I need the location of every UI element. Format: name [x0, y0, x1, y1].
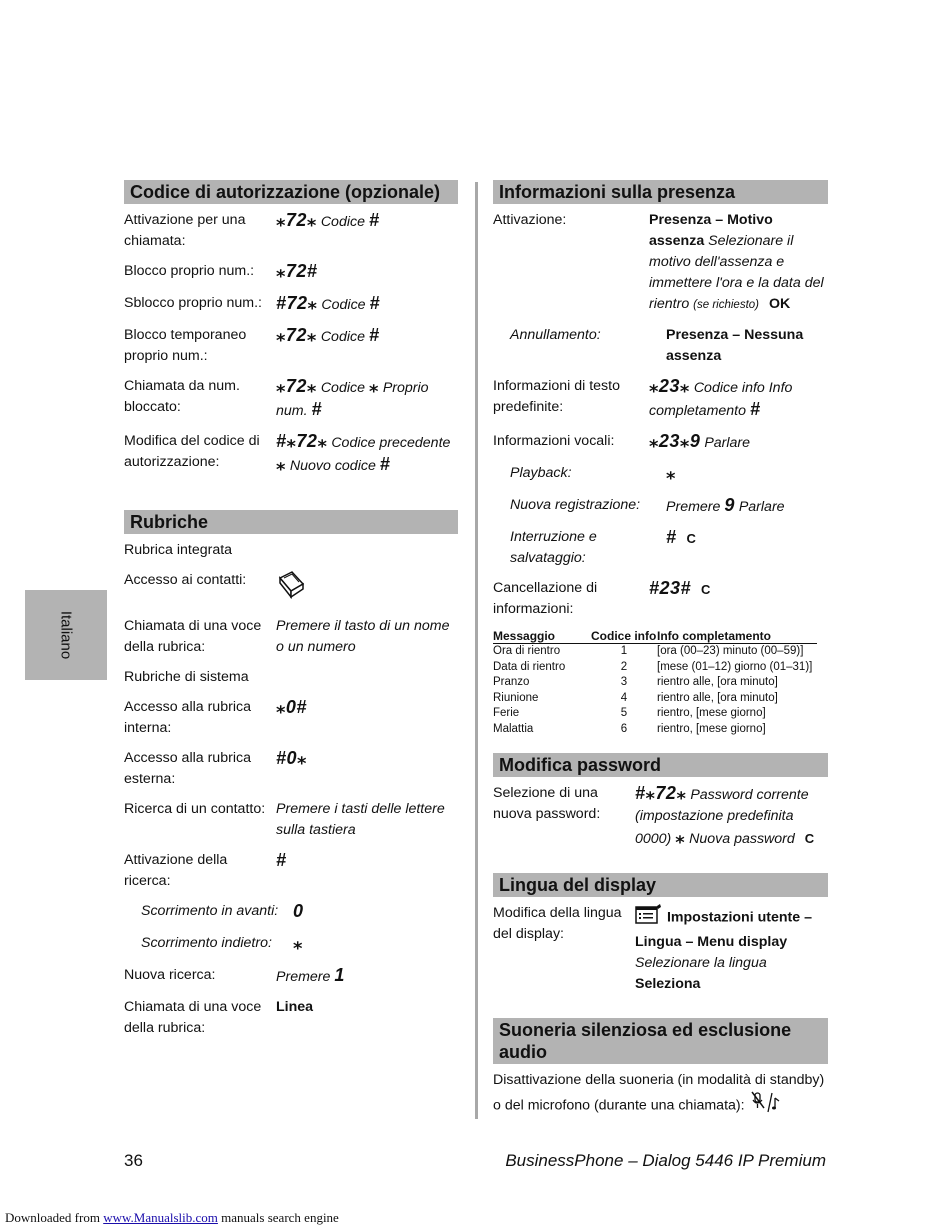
auth-activation-row	[124, 210, 458, 252]
temp-block-row: Blocco temporaneo proprio num.: ⁎72⁎ Codice #	[124, 325, 380, 364]
presence-cancel-row: Annullamento: Presenza – Nessuna assenza	[510, 327, 804, 364]
delete-info-row: Cancellazione di informazioni: #23# C	[493, 578, 711, 617]
contact-search-row: Ricerca di un contatto: Premere i tasti delle lettere sulla tastiera	[124, 801, 445, 838]
table-row: Ferie 5 rientro, [mese giorno]	[493, 707, 766, 719]
table-row: Ora di rientro 1 [ora (00–23) minuto (00–59)]	[493, 645, 804, 657]
auth-activation-value: ⁎72⁎ Codice #	[276, 210, 380, 230]
table-header-row: Messaggio Codice info Info completamento	[493, 629, 817, 644]
silence-text: Disattivazione della suoneria (in modalità di standby) o del microfono (durante una chiamata):	[493, 1070, 828, 1120]
system-directory-subhead: Rubriche di sistema	[124, 669, 249, 685]
modify-auth-row: Modifica del codice di autorizzazione: #⁎72⁎ Codice precedente ⁎ Nuovo codice #	[124, 431, 451, 474]
password-row: Selezione di una nuova password: #⁎72⁎ Password corrente (impostazione predefinita 0000) ⁎ Nuova password C	[493, 783, 815, 847]
integrated-directory-subhead: Rubrica integrata	[124, 542, 233, 558]
call-blocked-row: Chiamata da num. bloccato: ⁎72⁎ Codice ⁎ Proprio num. #	[124, 376, 429, 419]
mute-icon	[749, 1091, 783, 1120]
password-heading: Modifica password	[493, 753, 828, 777]
auth-activation-label: Attivazione per una chiamata:	[124, 212, 246, 249]
column-divider	[475, 182, 478, 1119]
manualslib-link[interactable]: www.Manualslib.com	[103, 1210, 218, 1225]
playback-row: Playback: ⁎	[510, 463, 676, 483]
presence-activation-row: Attivazione: Presenza – Motivo assenza Selezionare il motivo dell'assenza e immettere l'ora e la data del rientro (se richiesto) OK	[493, 212, 824, 312]
interrupt-save-row: Interruzione e salvataggio: # C	[510, 527, 696, 566]
voice-info-row: Informazioni vocali: ⁎23⁎9 Parlare	[493, 431, 751, 451]
rubriche-heading: Rubriche	[124, 510, 458, 534]
presence-heading: Informazioni sulla presenza	[493, 180, 828, 204]
language-side-tab-label: Italiano	[57, 610, 75, 660]
footer-title: BusinessPhone – Dialog 5446 IP Premium	[505, 1151, 826, 1170]
block-own-row: Blocco proprio num.: ⁎72#	[124, 261, 318, 281]
table-row: Data di rientro 2 [mese (01–12) giorno (01–31)]	[493, 660, 813, 673]
table-row: Pranzo 3 rientro alle, [ora minuto]	[493, 676, 778, 688]
language-side-tab	[25, 590, 107, 680]
search-activation-row: Attivazione della ricerca: #	[124, 850, 287, 889]
call-entry2-row: Chiamata di una voce della rubrica: Linea	[124, 999, 314, 1036]
scroll-back-row: Scorrimento indietro: ⁎	[141, 933, 303, 953]
text-info-row: Informazioni di testo predefinite: ⁎23⁎ Codice info Info completamento #	[493, 376, 793, 419]
display-language-row: Modifica della lingua del display: Impostazioni utente – Lingua – Menu display Selezionare la lingua Seleziona	[493, 905, 812, 992]
page-number: 36	[124, 1151, 143, 1170]
download-footer: Downloaded from www.Manualslib.com manuals search engine	[5, 1210, 339, 1225]
table-row: Riunione 4 rientro alle, [ora minuto]	[493, 691, 778, 704]
table-row: Malattia 6 rientro, [mese giorno]	[493, 722, 766, 735]
menu-settings-icon	[635, 903, 663, 932]
new-recording-row: Nuova registrazione: Premere 9 Parlare	[510, 495, 785, 515]
info-codes-table	[493, 629, 817, 737]
left-column	[124, 180, 458, 1048]
auth-code-heading: Codice di autorizzazione (opzionale)	[124, 180, 458, 204]
unblock-own-row: Sblocco proprio num.: #72⁎ Codice #	[124, 293, 381, 313]
call-entry-row: Chiamata di una voce della rubrica: Premere il tasto di un nome o un numero	[124, 618, 450, 655]
contacts-access-row: Accesso ai contatti:	[124, 570, 458, 607]
new-search-row: Nuova ricerca: Premere 1	[124, 965, 345, 985]
phonebook-icon	[276, 570, 306, 607]
internal-directory-row: Accesso alla rubrica interna: ⁎0#	[124, 697, 307, 736]
display-language-heading: Lingua del display	[493, 873, 828, 897]
silence-heading: Suoneria silenziosa ed esclusione audio	[493, 1018, 828, 1064]
external-directory-row: Accesso alla rubrica esterna: #0⁎	[124, 748, 307, 787]
right-column	[493, 180, 828, 1120]
scroll-forward-row: Scorrimento in avanti: 0	[141, 901, 304, 921]
